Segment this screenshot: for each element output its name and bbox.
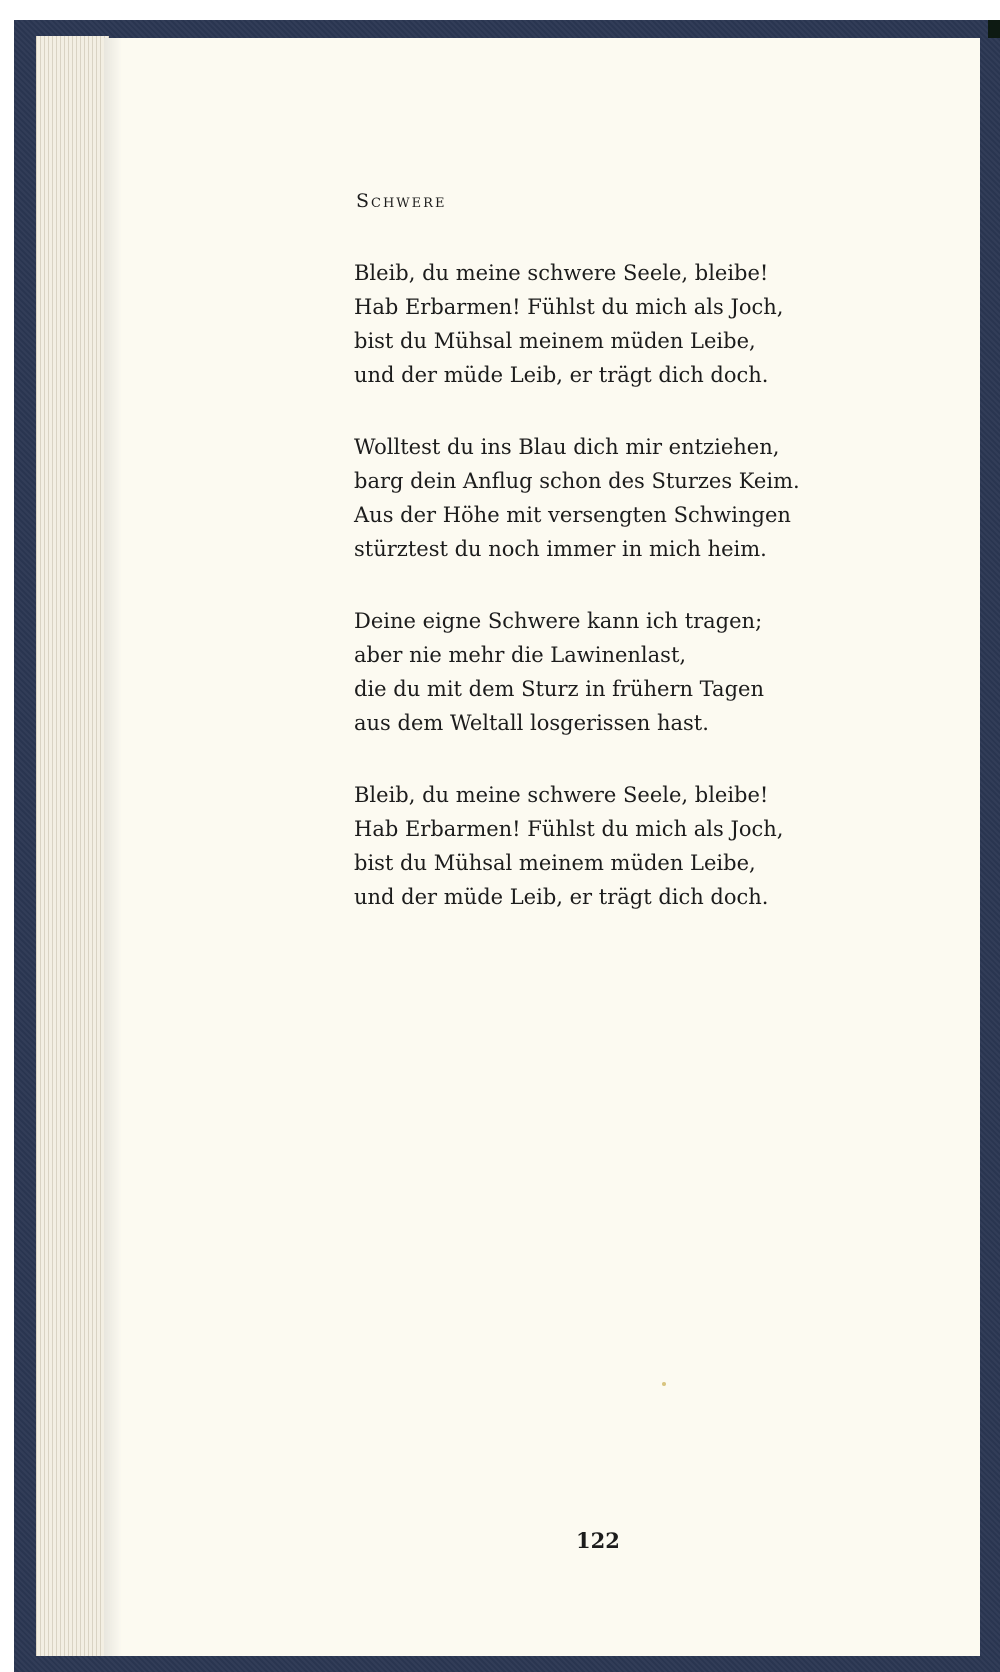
poem-line: aus dem Weltall losgerissen hast. xyxy=(354,711,709,735)
stanza-2 xyxy=(354,430,854,566)
poem-line: und der müde Leib, er trägt dich doch. xyxy=(354,363,769,387)
poem-line: Bleib, du meine schwere Seele, bleibe! xyxy=(354,261,769,285)
poem-line: bist du Mühsal meinem müden Leibe, xyxy=(354,851,756,875)
page-edges xyxy=(36,36,109,1656)
poem-line: Deine eigne Schwere kann ich tragen; xyxy=(354,609,763,633)
poem-title: Schwere xyxy=(356,190,447,212)
poem-line: die du mit dem Sturz in frühern Tagen xyxy=(354,677,764,701)
poem-line: Wolltest du ins Blau dich mir entziehen, xyxy=(354,435,780,459)
poem-line: Hab Erbarmen! Fühlst du mich als Joch, xyxy=(354,817,784,841)
poem-line: barg dein Anflug schon des Sturzes Keim. xyxy=(354,469,800,493)
stanza-3 xyxy=(354,604,854,740)
cover-corner xyxy=(988,20,1000,38)
stanza-1 xyxy=(354,256,854,392)
poem-line: und der müde Leib, er trägt dich doch. xyxy=(354,885,769,909)
poem-line: stürztest du noch immer in mich heim. xyxy=(354,537,767,561)
book-page xyxy=(104,38,980,1656)
stanza-4 xyxy=(354,778,854,914)
page-number: 122 xyxy=(576,1528,620,1553)
paper-speck xyxy=(662,1382,666,1386)
poem-line: Hab Erbarmen! Fühlst du mich als Joch, xyxy=(354,295,784,319)
poem-line: bist du Mühsal meinem müden Leibe, xyxy=(354,329,756,353)
poem-line: Bleib, du meine schwere Seele, bleibe! xyxy=(354,783,769,807)
poem-line: aber nie mehr die Lawinenlast, xyxy=(354,643,687,667)
poem-line: Aus der Höhe mit versengten Schwingen xyxy=(354,503,791,527)
